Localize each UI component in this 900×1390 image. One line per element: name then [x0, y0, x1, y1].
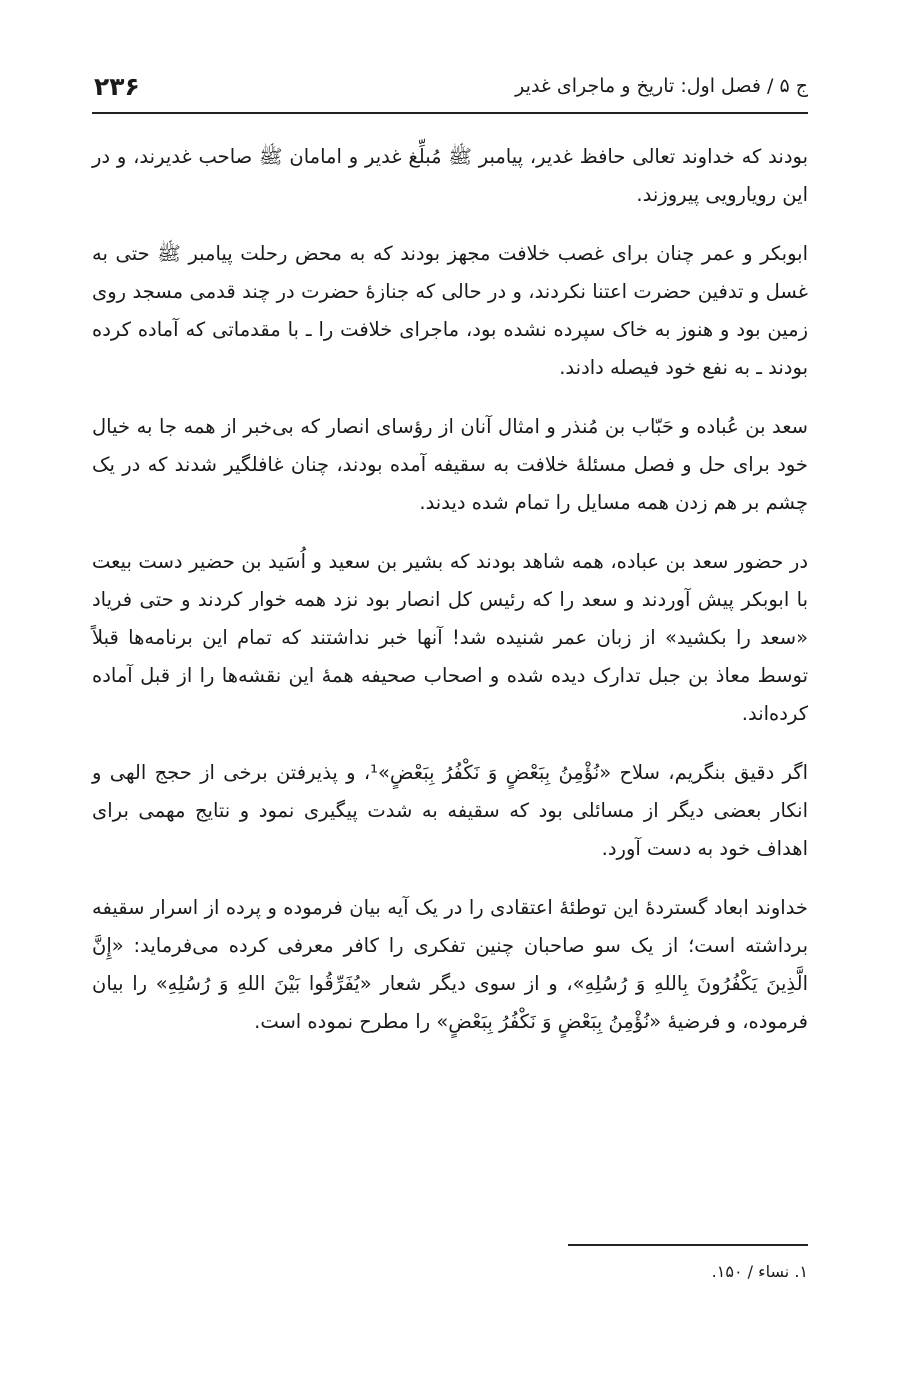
page-number: ۲۳۶ — [94, 71, 140, 101]
paragraph-5: اگر دقیق بنگریم، سلاح «نُؤْمِنُ بِبَعْضٍ وَ نَكْفُرُ بِبَعْضٍ»¹، و پذیرفتن برخی از حجج الهی و انکار بعضی دیگر از مسائلی بود که سقیفه به شدت پیگیری نمود و نتایج مهمی برای اهداف خود به دست آورد. — [92, 761, 809, 860]
book-page — [92, 60, 808, 1062]
footnote: ۱. نساء / ۱۵۰. — [711, 1262, 808, 1281]
paragraph-2: ابوبکر و عمر چنان برای غصب خلافت مجهز بودند که به محض رحلت پیامبر ﷺ حتی به غسل و تدفین حضرت اعتنا نکردند، و در حالی که جنازهٔ حضرت در چند قدمی مسجد روی زمین بود و هنوز به خاک سپرده نشده بود، ماجرای خلافت را ـ با مقدماتی که آماده کرده بودند ـ به نفع خود فیصله دادند. — [92, 242, 808, 379]
page-body — [92, 138, 808, 1041]
running-header — [92, 60, 808, 114]
paragraph-1: بودند که خداوند تعالی حافظ غدیر، پیامبر ﷺ مُبلِّغ غدیر و امامان ﷺ صاحب غدیرند، و در این رویارویی پیروزند. — [92, 145, 808, 206]
running-title: ج ۵ / فصل اول: تاریخ و ماجرای غدیر — [515, 75, 808, 97]
paragraph-3: سعد بن عُباده و حَبّاب بن مُنذر و امثال آنان از رؤسای انصار که بی‌خبر از همه جا به خیال خود برای حل و فصل مسئلهٔ خلافت به سقیفه آمده بودند، چنان غافلگیر شدند که در یک چشم بر هم زدن همه مسایل را تمام شده دیدند. — [92, 415, 808, 514]
footnote-divider — [568, 1244, 808, 1246]
paragraph-4: در حضور سعد بن عباده، همه شاهد بودند که بشیر بن سعید و اُسَید بن حضیر دست بیعت با ابوبکر پیش آوردند و سعد را که رئیس کل انصار بود نزد همه خوار کردند و حتی فریاد «سعد را بکشید» از زبان عمر شنیده شد! آنها خبر نداشتند که تمام این برنامه‌ها قبلاً توسط معاذ بن جبل تدارک دیده شده و اصحاب صحیفه همهٔ این نقشه‌ها را از قبل آماده کرده‌اند. — [92, 550, 808, 725]
paragraph-6: خداوند ابعاد گستردهٔ این توطئهٔ اعتقادی را در یک آیه بیان فرموده و پرده از اسرار سقیفه برداشته است؛ از یک سو صاحبان چنین تفکری را کافر معرفی کرده می‌فرماید: «إِنَّ الَّذِينَ يَكْفُرُونَ بِاللهِ وَ رُسُلِهِ»، و از سوی دیگر شعار «يُفَرِّقُوا بَيْنَ اللهِ وَ رُسُلِهِ» را بیان فرموده، و فرضیهٔ «نُؤْمِنُ بِبَعْضٍ وَ نَكْفُرُ بِبَعْضٍ» را مطرح نموده است. — [92, 896, 808, 1033]
